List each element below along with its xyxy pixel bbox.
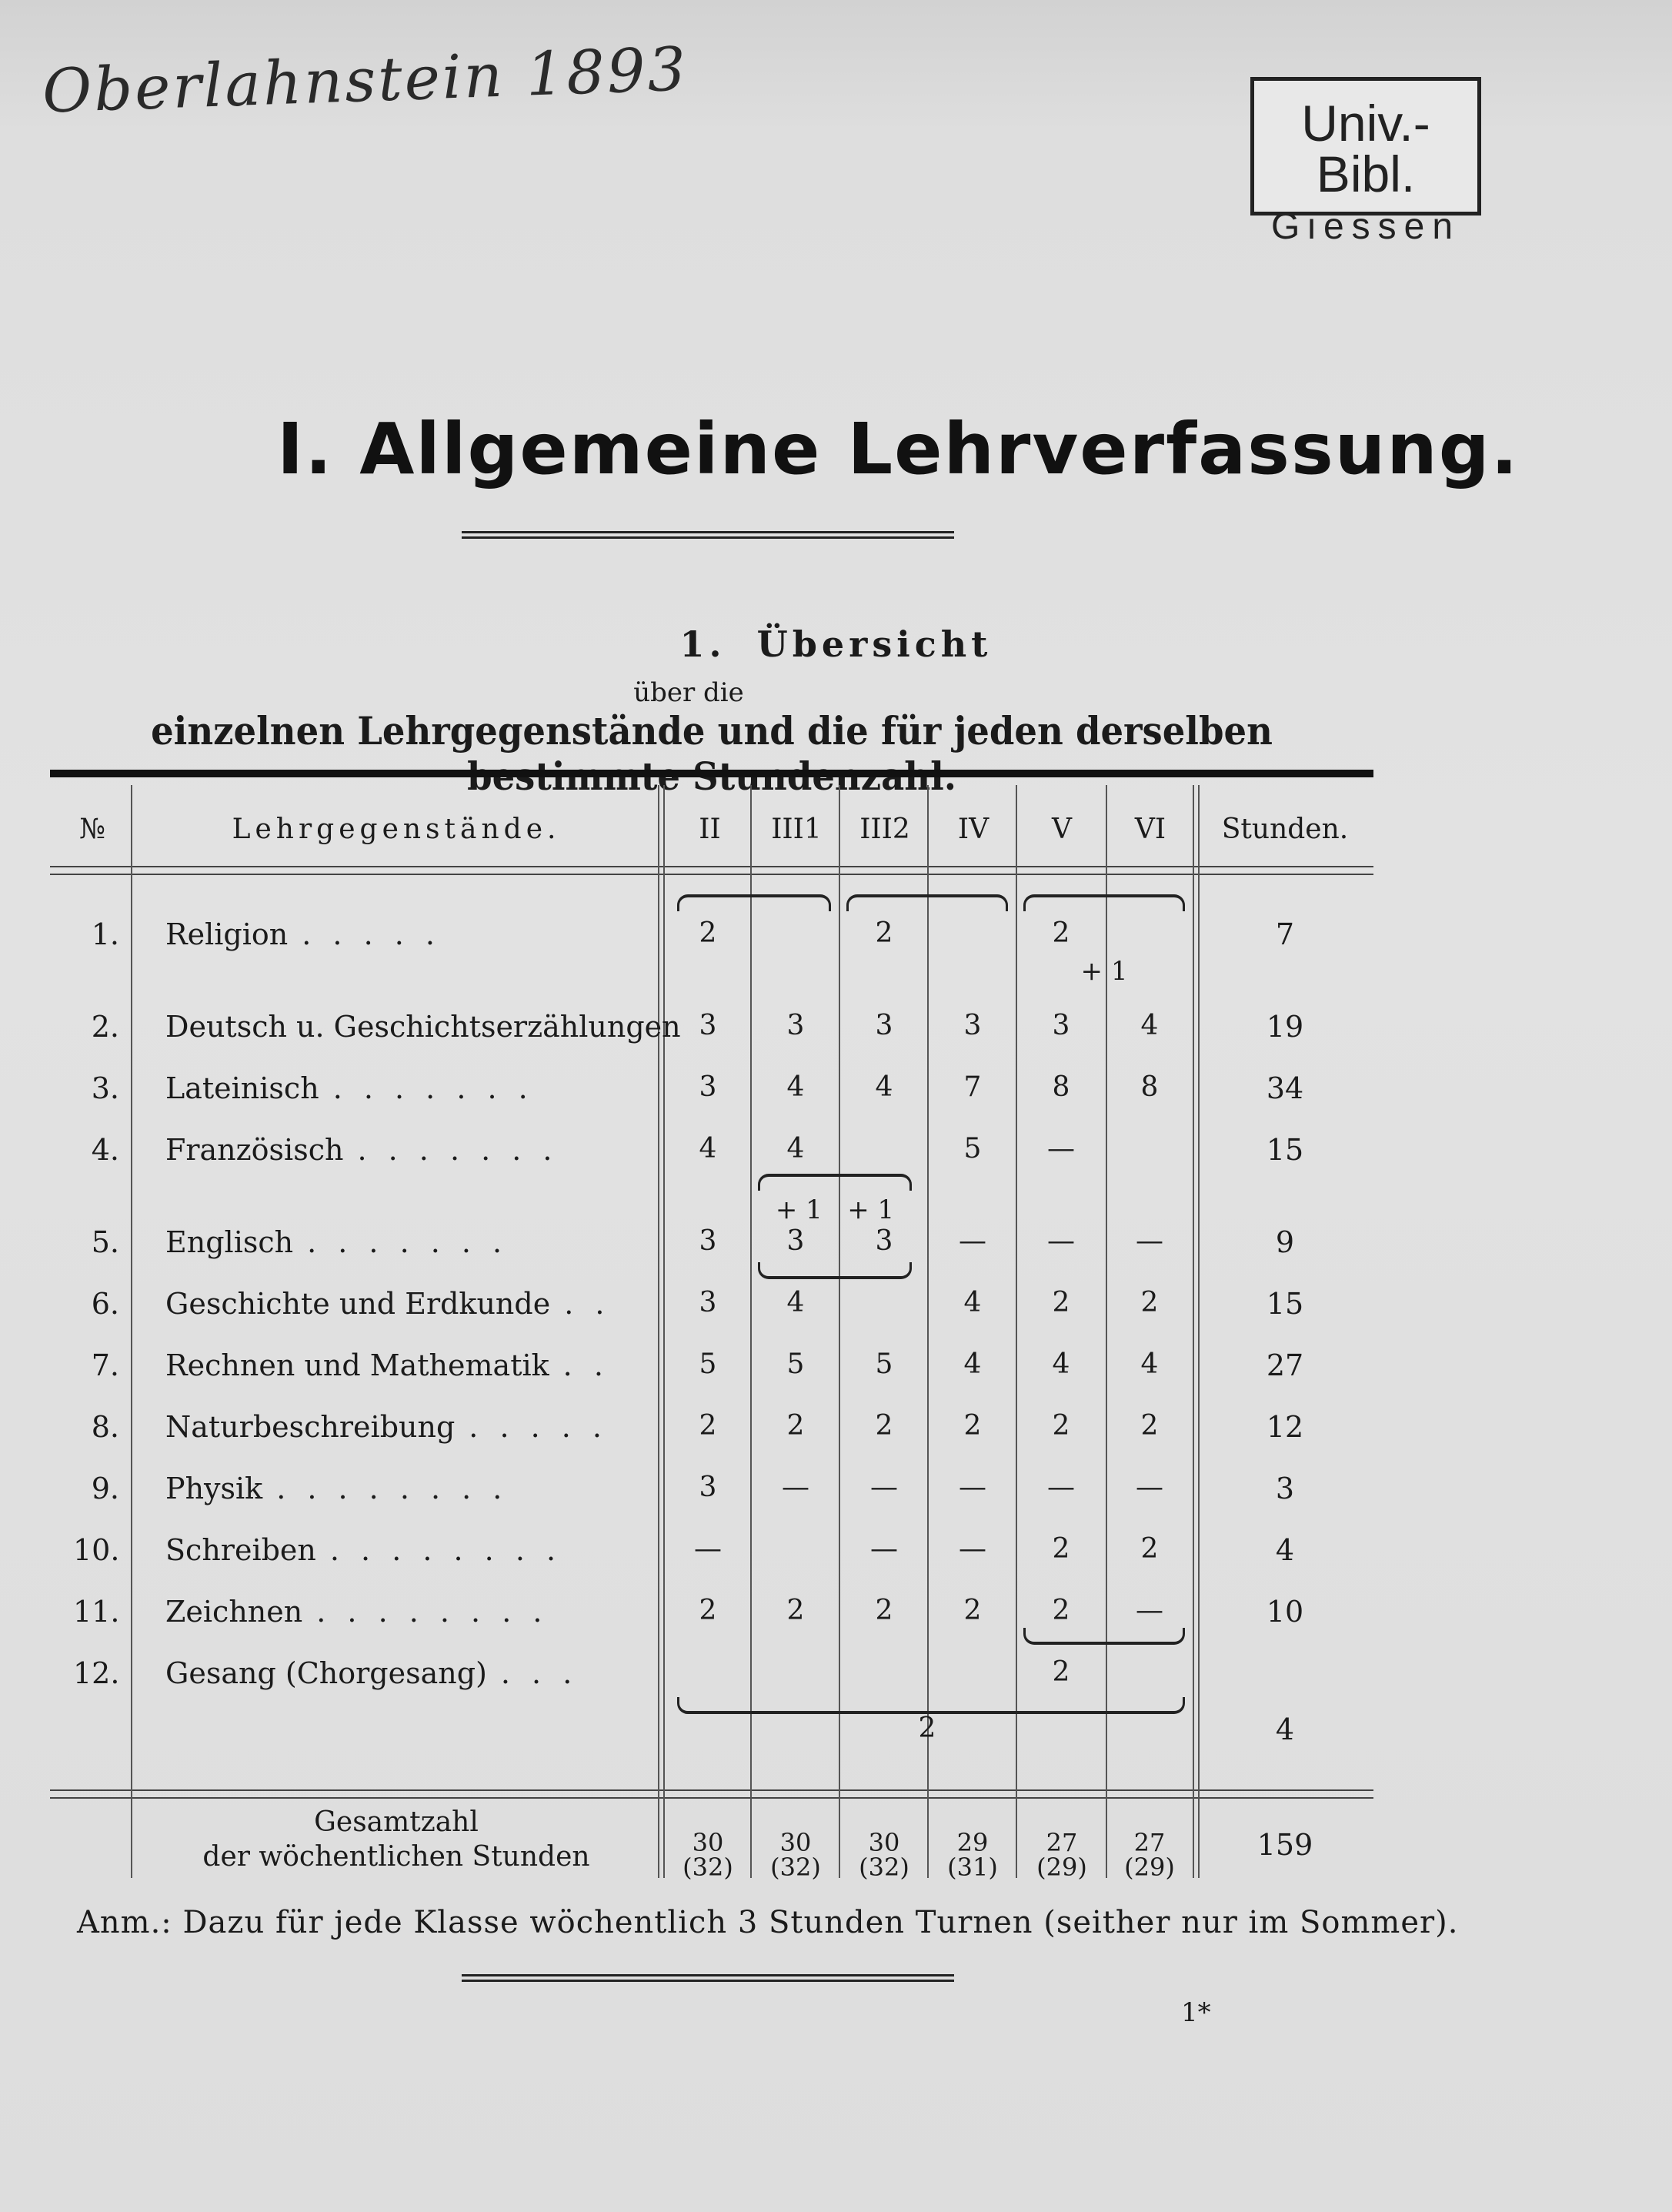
leader-dots: . . . . . bbox=[469, 1410, 609, 1444]
stamp-line-2: Giessen bbox=[1270, 206, 1461, 247]
table-cell: 2 bbox=[1052, 1533, 1070, 1565]
subject-name: Physik bbox=[165, 1472, 263, 1505]
table-cell: — bbox=[870, 1472, 898, 1503]
page-number: 1* bbox=[1181, 1997, 1211, 2028]
row-number: 6. bbox=[91, 1287, 119, 1321]
table-cell: — bbox=[1136, 1595, 1163, 1626]
row-total: 34 bbox=[1266, 1071, 1304, 1105]
table-cell: 2 bbox=[699, 1410, 717, 1442]
subject-name: Deutsch u. Geschichtserzählungen bbox=[165, 1010, 681, 1044]
row-number: 12. bbox=[73, 1656, 120, 1690]
table-cell: 4 bbox=[786, 1133, 805, 1164]
brace-gesang-small bbox=[1023, 1628, 1185, 1645]
header-number: № bbox=[78, 814, 106, 845]
header-rule bbox=[50, 866, 1373, 867]
table-cell: 3 bbox=[699, 1287, 717, 1318]
subject-name: Rechnen und Mathematik bbox=[165, 1348, 549, 1382]
leader-dots: . . . . . . . . bbox=[276, 1472, 509, 1505]
table-cell: — bbox=[1047, 1225, 1075, 1257]
summary-rule-2 bbox=[50, 1797, 1373, 1799]
subject-name: Schreiben bbox=[165, 1533, 316, 1567]
table-top-rule bbox=[50, 770, 1373, 777]
leader-dots: . . . bbox=[500, 1656, 579, 1690]
table-cell: 2 bbox=[1052, 1287, 1070, 1318]
col-line bbox=[131, 785, 132, 1878]
table-cell: 4 bbox=[786, 1071, 805, 1103]
table-cell: 3 bbox=[1052, 1010, 1070, 1041]
footer-divider bbox=[462, 1974, 954, 1982]
summary-V: 27 (29) bbox=[1036, 1828, 1087, 1882]
row-number: 2. bbox=[91, 1010, 119, 1044]
row-total: 3 bbox=[1275, 1472, 1295, 1505]
subject-name: Lateinisch bbox=[165, 1071, 319, 1105]
table-cell: 2 bbox=[875, 917, 893, 949]
header-class-II: II bbox=[699, 814, 721, 845]
summary-label-2: der wöchentlichen Stunden bbox=[202, 1841, 590, 1873]
row-subject bbox=[165, 1412, 608, 1442]
table-cell: 2 bbox=[875, 1595, 893, 1626]
table-cell: 2 bbox=[1052, 1656, 1070, 1688]
header-class-V: V bbox=[1052, 814, 1072, 845]
summary-total: 159 bbox=[1257, 1828, 1313, 1862]
table-cell: 2 bbox=[1140, 1287, 1159, 1318]
row-total: 7 bbox=[1275, 917, 1295, 951]
table-cell: 3 bbox=[875, 1225, 893, 1257]
summary-IV: 29 (31) bbox=[947, 1828, 998, 1882]
leader-dots: . . bbox=[562, 1348, 609, 1382]
leader-dots: . . . . . . . bbox=[357, 1133, 559, 1167]
row-number: 3. bbox=[91, 1071, 119, 1105]
section-heading: Übersicht bbox=[756, 623, 993, 665]
subject-name: Religion bbox=[165, 917, 289, 951]
table-cell: 3 bbox=[963, 1010, 982, 1041]
subject-name: Englisch bbox=[165, 1225, 294, 1259]
row-total: 27 bbox=[1266, 1348, 1304, 1382]
handwritten-note: Oberlahnstein 1893 bbox=[41, 35, 689, 127]
table-cell: 4 bbox=[1052, 1348, 1070, 1380]
row-total: 9 bbox=[1275, 1225, 1295, 1259]
brace-religion-1 bbox=[677, 894, 831, 911]
row-total: 4 bbox=[1275, 1533, 1295, 1567]
col-line bbox=[1193, 785, 1194, 1878]
leader-dots: . . . . . . . bbox=[332, 1071, 534, 1105]
row-subject bbox=[165, 1656, 579, 1690]
table-cell: 2 bbox=[1052, 1595, 1070, 1626]
subject-name: Gesang (Chorgesang) bbox=[165, 1656, 487, 1690]
table-cell: — bbox=[959, 1533, 986, 1565]
table-cell: 2 bbox=[699, 917, 717, 949]
row-number: 10. bbox=[73, 1533, 120, 1567]
col-line bbox=[1106, 785, 1107, 1878]
row-number: 11. bbox=[73, 1595, 120, 1629]
table-cell: 4 bbox=[699, 1133, 717, 1164]
leader-dots: . . bbox=[564, 1287, 611, 1321]
table-cell: — bbox=[870, 1533, 898, 1565]
footnote: Anm.: Dazu für jede Klasse wöchentlich 3 Stunden Turnen (seither nur im Sommer). bbox=[77, 1905, 1459, 1940]
table-cell: 8 bbox=[1052, 1071, 1070, 1103]
header-class-VI: VI bbox=[1134, 814, 1166, 845]
table-cell: 5 bbox=[875, 1348, 893, 1380]
row-subject bbox=[165, 1348, 609, 1382]
section-description: einzelnen Lehrgegenstände und die für jeden derselben bbox=[151, 708, 1273, 753]
subject-name: Französisch bbox=[165, 1133, 344, 1167]
table-cell: — bbox=[782, 1472, 809, 1503]
leader-dots: . . . . . . . . bbox=[316, 1595, 549, 1629]
table-cell: 2 bbox=[1140, 1410, 1159, 1442]
section-number: 1. bbox=[679, 623, 726, 665]
table-cell: 2 bbox=[786, 1595, 805, 1626]
row-subject bbox=[165, 1474, 508, 1503]
table-cell: 3 bbox=[875, 1010, 893, 1041]
table-cell: 3 bbox=[786, 1225, 805, 1257]
leader-dots: . . . . . . . bbox=[307, 1225, 509, 1259]
subject-name: Zeichnen bbox=[165, 1595, 303, 1629]
table-cell: 2 bbox=[1140, 1533, 1159, 1565]
table-cell: 5 bbox=[699, 1348, 717, 1380]
col-line bbox=[750, 785, 752, 1878]
row-number: 7. bbox=[91, 1348, 119, 1382]
row-subject bbox=[165, 1595, 549, 1629]
summary-III2: 30 (32) bbox=[859, 1828, 909, 1882]
row-total: 19 bbox=[1266, 1010, 1304, 1044]
row-number: 8. bbox=[91, 1410, 119, 1444]
brace-englisch bbox=[758, 1262, 912, 1279]
header-class-III2: III2 bbox=[859, 814, 910, 845]
table-cell: 4 bbox=[786, 1287, 805, 1318]
table-cell: 2 bbox=[786, 1410, 805, 1442]
brace-religion-3 bbox=[1023, 894, 1185, 911]
table-cell: — bbox=[1047, 1133, 1075, 1164]
leader-dots: . . . . . . . . bbox=[329, 1533, 562, 1567]
gesang-joint-value: 2 bbox=[918, 1712, 936, 1744]
summary-VI: 27 (29) bbox=[1124, 1828, 1175, 1882]
stamp-line-1: Univ.-Bibl. bbox=[1301, 95, 1430, 202]
row-number: 1. bbox=[91, 917, 119, 951]
header-subject: Lehrgegenstände. bbox=[232, 814, 561, 845]
page-title: I. Allgemeine Lehrverfassung. bbox=[277, 408, 1520, 490]
row-total: 15 bbox=[1266, 1287, 1304, 1321]
table-cell: 2 bbox=[963, 1410, 982, 1442]
header-class-III1: III1 bbox=[771, 814, 822, 845]
summary-III1: 30 (32) bbox=[770, 1828, 821, 1882]
row-number: 5. bbox=[91, 1225, 119, 1259]
col-line bbox=[663, 785, 665, 1878]
table-cell: 3 bbox=[699, 1472, 717, 1503]
table-cell: — bbox=[959, 1225, 986, 1257]
gesang-total: 4 bbox=[1275, 1712, 1295, 1746]
row-total: 15 bbox=[1266, 1133, 1304, 1167]
subject-name: Geschichte und Erdkunde bbox=[165, 1287, 551, 1321]
row-number: 4. bbox=[91, 1133, 119, 1167]
col-line bbox=[839, 785, 840, 1878]
table-cell: 3 bbox=[699, 1010, 717, 1041]
summary-label-1: Gesamtzahl bbox=[314, 1806, 479, 1838]
section-subtitle: über die bbox=[633, 677, 744, 708]
row-number: 9. bbox=[91, 1472, 119, 1505]
row-subject bbox=[165, 1071, 534, 1105]
table-cell: 8 bbox=[1140, 1071, 1159, 1103]
franzoesisch-extra: + 1 + 1 bbox=[775, 1195, 895, 1225]
table-cell: 2 bbox=[963, 1595, 982, 1626]
header-class-IV: IV bbox=[957, 814, 990, 845]
header-rule-2 bbox=[50, 874, 1373, 875]
table-cell: 3 bbox=[699, 1225, 717, 1257]
table-cell: 4 bbox=[963, 1287, 982, 1318]
table-cell: 2 bbox=[1052, 1410, 1070, 1442]
table-cell: — bbox=[694, 1533, 722, 1565]
table-cell: 4 bbox=[1140, 1348, 1159, 1380]
section-title bbox=[0, 623, 1672, 665]
table-cell: 2 bbox=[699, 1595, 717, 1626]
table-cell: 2 bbox=[1052, 917, 1070, 949]
table-cell: 4 bbox=[1140, 1010, 1159, 1041]
table-cell: 3 bbox=[786, 1010, 805, 1041]
table-cell: 3 bbox=[699, 1071, 717, 1103]
col-line bbox=[658, 785, 659, 1878]
brace-franzoesisch bbox=[758, 1174, 912, 1191]
row-subject bbox=[165, 1133, 559, 1167]
row-total: 12 bbox=[1266, 1410, 1304, 1444]
col-line bbox=[1198, 785, 1200, 1878]
row-total: 10 bbox=[1266, 1595, 1304, 1629]
brace-religion-2 bbox=[846, 894, 1008, 911]
table-cell: — bbox=[959, 1472, 986, 1503]
table-cell: 5 bbox=[963, 1133, 982, 1164]
summary-II: 30 (32) bbox=[682, 1828, 733, 1882]
row-subject bbox=[165, 917, 441, 951]
religion-extra: + 1 bbox=[1080, 956, 1128, 987]
library-stamp bbox=[1250, 77, 1481, 247]
table-cell: — bbox=[1136, 1225, 1163, 1257]
row-subject bbox=[165, 1010, 695, 1044]
table-cell: 7 bbox=[963, 1071, 982, 1103]
table-cell: 4 bbox=[875, 1071, 893, 1103]
header-total: Stunden. bbox=[1221, 814, 1349, 845]
title-divider bbox=[462, 531, 954, 539]
table-cell: 4 bbox=[963, 1348, 982, 1380]
table-cell: 2 bbox=[875, 1410, 893, 1442]
table-cell: 5 bbox=[786, 1348, 805, 1380]
brace-gesang-joint bbox=[677, 1697, 1185, 1714]
table-cell: — bbox=[1047, 1472, 1075, 1503]
summary-rule bbox=[50, 1789, 1373, 1791]
col-line bbox=[1016, 785, 1017, 1878]
table-cell: — bbox=[1136, 1472, 1163, 1503]
row-subject bbox=[165, 1535, 562, 1565]
row-subject bbox=[165, 1225, 509, 1259]
leader-dots: . . . . . bbox=[302, 917, 441, 951]
row-subject bbox=[165, 1287, 611, 1321]
subject-name: Naturbeschreibung bbox=[165, 1410, 456, 1444]
